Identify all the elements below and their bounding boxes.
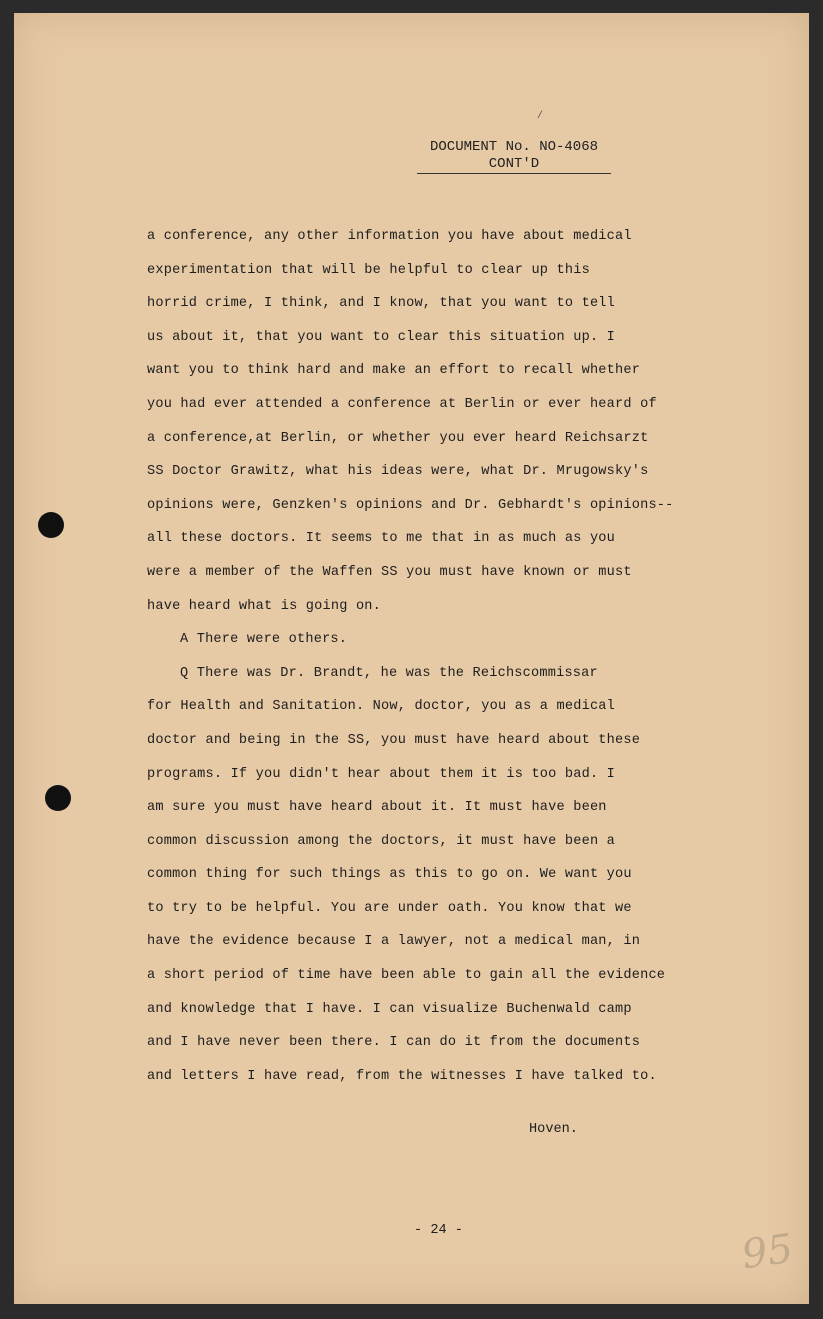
- answer-line: A There were others.: [180, 632, 348, 648]
- continued-label: CONT'D: [417, 156, 611, 174]
- body-line: and I have never been there. I can do it from the documents: [147, 1035, 641, 1051]
- punch-hole: [45, 785, 71, 811]
- body-line: for Health and Sanitation. Now, doctor, you as a medical: [147, 699, 616, 715]
- body-line: all these doctors. It seems to me that in as much as you: [147, 531, 616, 547]
- body-line: a conference, any other information you have about medical: [147, 229, 632, 244]
- body-line: were a member of the Waffen SS you must have known or must: [147, 564, 632, 580]
- body-line: want you to think hard and make an effort to recall whether: [147, 363, 641, 379]
- body-line: and knowledge that I have. I can visualize Buchenwald camp: [147, 1001, 632, 1017]
- body-line: SS Doctor Grawitz, what his ideas were, what Dr. Mrugowsky's: [147, 464, 649, 480]
- body-line: common discussion among the doctors, it must have been a: [147, 833, 616, 849]
- body-line: doctor and being in the SS, you must have heard about these: [147, 732, 641, 748]
- body-line: a conference,at Berlin, or whether you ever heard Reichsarzt: [147, 430, 649, 446]
- body-line: experimentation that will be helpful to clear up this: [147, 262, 590, 278]
- body-line: a short period of time have been able to gain all the evidence: [147, 968, 666, 984]
- body-line: have the evidence because I a lawyer, not a medical man, in: [147, 934, 641, 950]
- body-line: have heard what is going on.: [147, 598, 382, 614]
- body-line: opinions were, Genzken's opinions and Dr. Gebhardt's opinions--: [147, 497, 674, 513]
- body-line: and letters I have read, from the witnesses I have talked to.: [147, 1068, 657, 1084]
- page-number: - 24 -: [414, 1223, 463, 1238]
- handwritten-page-number: 95: [739, 1225, 796, 1279]
- body-line: am sure you must have heard about it. It must have been: [147, 800, 607, 816]
- document-page: [14, 13, 809, 1304]
- body-line: us about it, that you want to clear this situation up. I: [147, 329, 616, 345]
- body-line: common thing for such things as this to go on. We want you: [147, 867, 632, 883]
- punch-hole: [38, 512, 64, 538]
- document-header: [419, 139, 609, 174]
- body-line: to try to be helpful. You are under oath. You know that we: [147, 900, 632, 916]
- question-line: Q There was Dr. Brandt, he was the Reichscommissar: [180, 665, 598, 681]
- body-line: programs. If you didn't hear about them it is too bad. I: [147, 766, 616, 782]
- stray-mark: /: [537, 111, 544, 122]
- document-number: DOCUMENT No. NO-4068: [429, 139, 599, 155]
- body-line: you had ever attended a conference at Berlin or ever heard of: [147, 396, 657, 412]
- signature-name: Hoven.: [529, 1122, 578, 1137]
- body-line: horrid crime, I think, and I know, that you want to tell: [147, 296, 616, 312]
- transcript-body: [147, 220, 687, 1093]
